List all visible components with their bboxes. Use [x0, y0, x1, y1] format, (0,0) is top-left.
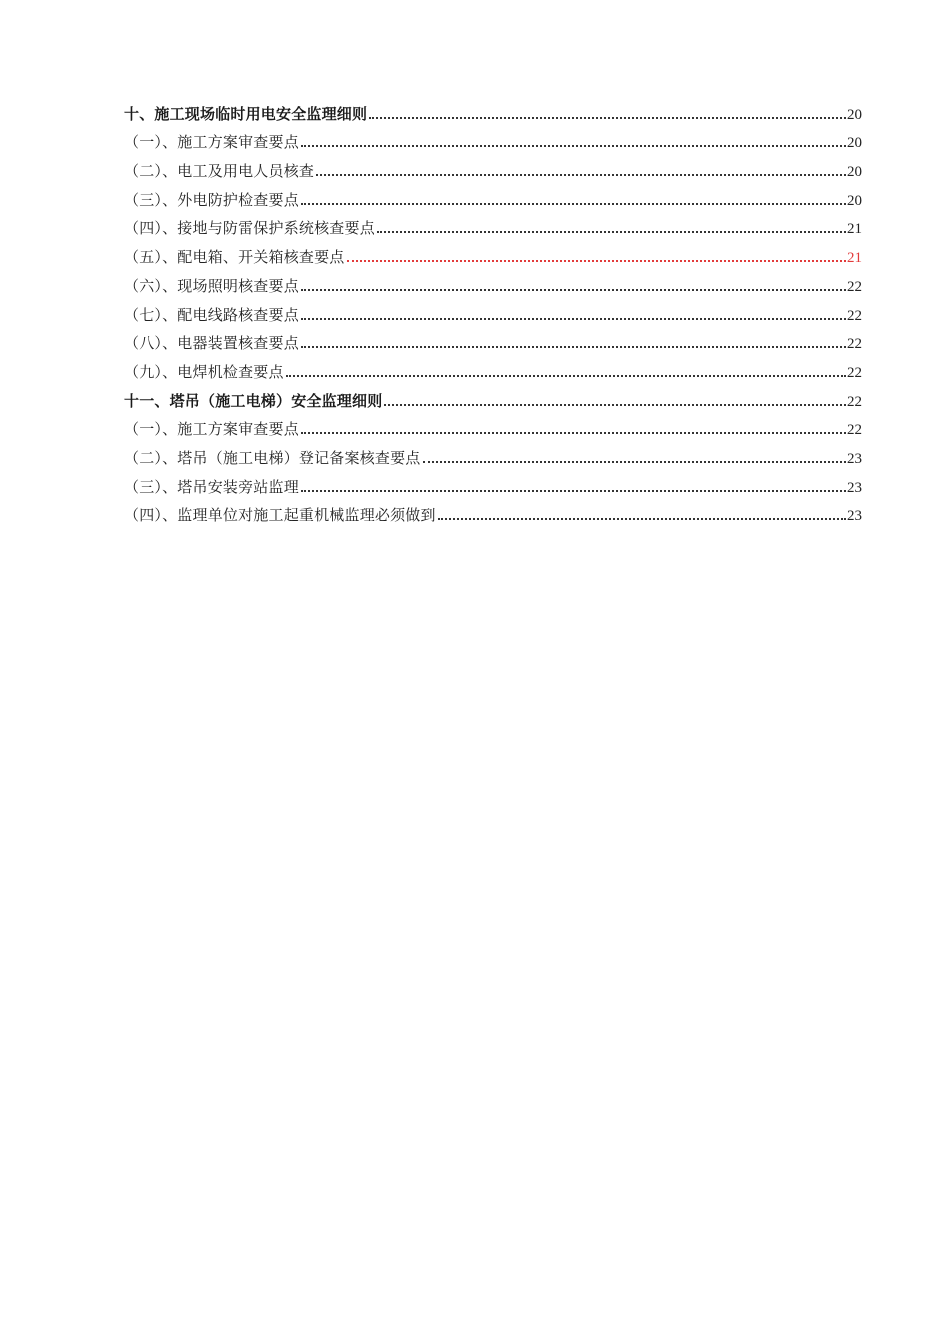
toc-page-number: 21	[847, 250, 862, 267]
toc-subsection-entry[interactable]	[124, 325, 862, 354]
toc-dot-leader	[286, 375, 846, 377]
toc-subsection-entry[interactable]	[124, 411, 862, 440]
toc-subsection-entry[interactable]	[124, 468, 862, 497]
toc-dot-leader	[301, 289, 846, 291]
toc-subsection-entry[interactable]	[124, 210, 862, 239]
toc-entry-title: （三）、塔吊安装旁站监理	[124, 477, 299, 496]
toc-page-number: 21	[847, 221, 862, 238]
toc-entry-title: （五）、配电箱、开关箱核查要点	[124, 248, 345, 267]
toc-entry-title: 十一、塔吊（施工电梯）安全监理细则	[124, 391, 383, 410]
toc-section-entry[interactable]	[124, 95, 862, 124]
toc-subsection-entry[interactable]	[124, 353, 862, 382]
toc-subsection-entry[interactable]	[124, 181, 862, 210]
toc-page-number: 23	[847, 479, 862, 496]
toc-page-number: 22	[847, 278, 862, 295]
toc-subsection-entry[interactable]	[124, 296, 862, 325]
toc-entry-title: （三）、外电防护检查要点	[124, 190, 299, 209]
table-of-contents	[124, 95, 862, 525]
toc-page-number: 20	[847, 106, 862, 123]
toc-page-number: 23	[847, 450, 862, 467]
toc-dot-leader	[301, 318, 846, 320]
toc-dot-leader	[347, 260, 846, 262]
toc-entry-title: （二）、塔吊（施工电梯）登记备案核查要点	[124, 448, 421, 467]
toc-subsection-entry[interactable]	[124, 124, 862, 153]
toc-entry-title: （七）、配电线路核查要点	[124, 305, 299, 324]
toc-dot-leader	[301, 432, 846, 434]
toc-subsection-entry[interactable]	[124, 439, 862, 468]
toc-subsection-entry[interactable]	[124, 267, 862, 296]
toc-entry-title: 十、施工现场临时用电安全监理细则	[124, 104, 368, 123]
toc-page-number: 20	[847, 164, 862, 181]
toc-page-number: 20	[847, 135, 862, 152]
toc-section-entry[interactable]	[124, 382, 862, 411]
toc-subsection-entry[interactable]	[124, 497, 862, 526]
toc-entry-title: （四）、接地与防雷保护系统核查要点	[124, 219, 375, 238]
toc-dot-leader	[301, 203, 846, 205]
toc-page-number: 22	[847, 393, 862, 410]
toc-subsection-entry[interactable]	[124, 152, 862, 181]
toc-dot-leader	[377, 231, 846, 233]
toc-page-number: 23	[847, 508, 862, 525]
toc-entry-title: （一）、施工方案审查要点	[124, 420, 299, 439]
toc-dot-leader	[369, 117, 846, 119]
toc-dot-leader	[423, 461, 846, 463]
toc-dot-leader	[438, 518, 846, 520]
toc-entry-title: （六）、现场照明核查要点	[124, 276, 299, 295]
toc-dot-leader	[384, 404, 846, 406]
toc-subsection-entry[interactable]	[124, 238, 862, 267]
toc-dot-leader	[316, 174, 846, 176]
toc-entry-title: （四）、监理单位对施工起重机械监理必须做到	[124, 506, 436, 525]
toc-page-number: 20	[847, 192, 862, 209]
toc-dot-leader	[301, 346, 846, 348]
toc-entry-title: （九）、电焊机检查要点	[124, 362, 284, 381]
toc-page-number: 22	[847, 364, 862, 381]
toc-entry-title: （二）、电工及用电人员核查	[124, 162, 315, 181]
toc-page-number: 22	[847, 336, 862, 353]
toc-page-number: 22	[847, 422, 862, 439]
toc-page-number: 22	[847, 307, 862, 324]
toc-dot-leader	[301, 490, 846, 492]
toc-entry-title: （八）、电器装置核查要点	[124, 334, 299, 353]
toc-entry-title: （一）、施工方案审查要点	[124, 133, 299, 152]
toc-dot-leader	[301, 145, 846, 147]
